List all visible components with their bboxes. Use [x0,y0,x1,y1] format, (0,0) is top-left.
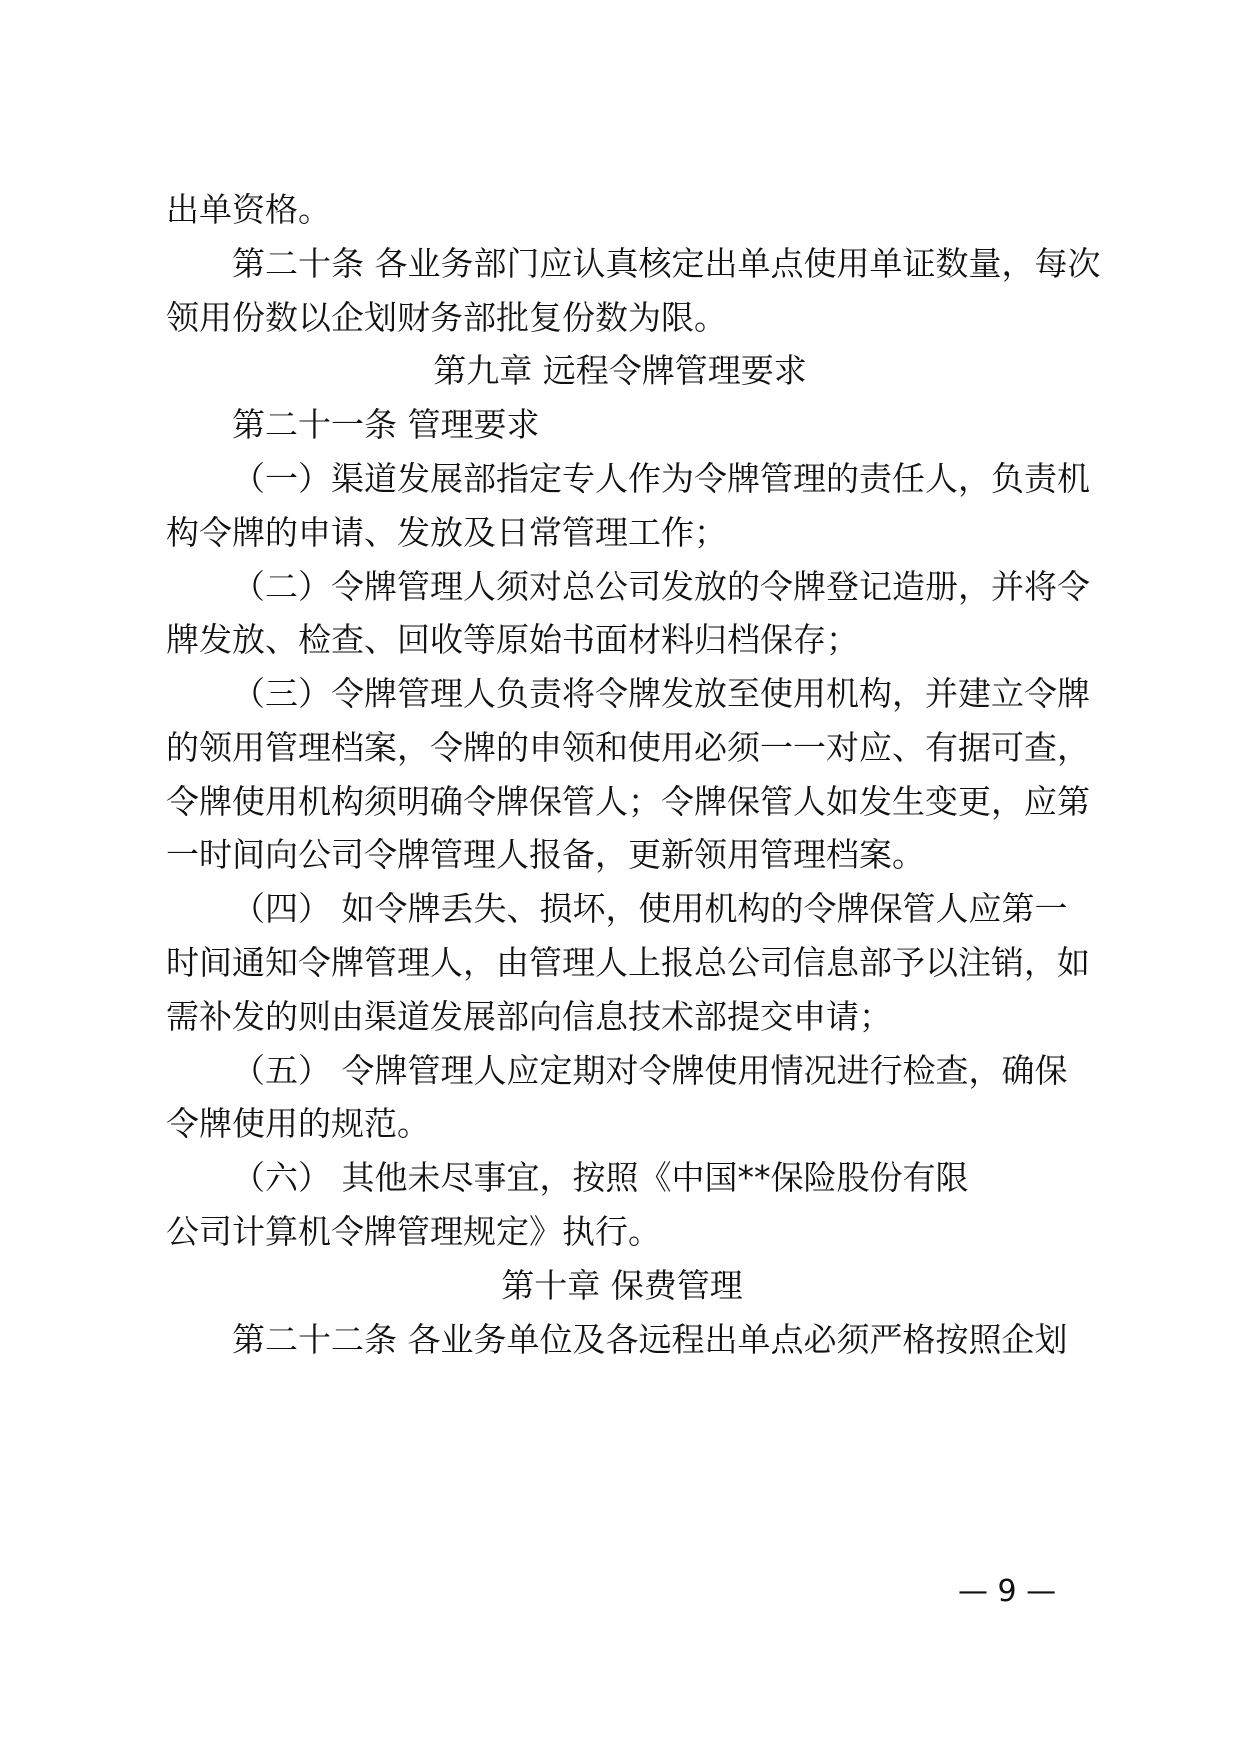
paragraph-line: 的领用管理档案，令牌的申领和使用必须一一对应、有据可查， [166,728,1090,767]
article-22-line: 第二十二条 各业务单位及各远程出单点必须严格按照企划 [232,1320,1068,1359]
article-21-heading: 第二十一条 管理要求 [232,405,540,444]
item-2-line: （二）令牌管理人须对总公司发放的令牌登记造册，并将令 [232,567,1090,606]
paragraph-line: 时间通知令牌管理人，由管理人上报总公司信息部予以注销，如 [166,943,1090,982]
paragraph-line: 令牌使用机构须明确令牌保管人；令牌保管人如发生变更，应第 [166,782,1090,821]
item-4-line: （四） 如令牌丢失、损坏，使用机构的令牌保管人应第一 [232,889,1068,928]
paragraph-line: 领用份数以企划财务部批复份数为限。 [166,298,727,337]
article-20-line: 第二十条 各业务部门应认真核定出单点使用单证数量，每次 [232,244,1101,283]
paragraph-line: 公司计算机令牌管理规定》执行。 [166,1212,661,1251]
page-number: — 9 — [958,1574,1057,1609]
paragraph-line: 牌发放、检查、回收等原始书面材料归档保存； [166,620,859,659]
paragraph-line: 构令牌的申请、发放及日常管理工作； [166,513,727,552]
paragraph-line: 一时间向公司令牌管理人报备，更新领用管理档案。 [166,835,925,874]
item-5-line: （五） 令牌管理人应定期对令牌使用情况进行检查，确保 [232,1051,1068,1090]
paragraph-line: 令牌使用的规范。 [166,1104,430,1143]
chapter-10-heading: 第十章 保费管理 [501,1266,743,1305]
item-1-line: （一）渠道发展部指定专人作为令牌管理的责任人，负责机 [232,459,1090,498]
chapter-9-heading: 第九章 远程令牌管理要求 [433,351,807,390]
paragraph-line: 需补发的则由渠道发展部向信息技术部提交申请； [166,997,892,1036]
item-3-line: （三）令牌管理人负责将令牌发放至使用机构，并建立令牌 [232,674,1090,713]
item-6-line: （六） 其他未尽事宜，按照《中国**保险股份有限 [232,1158,969,1197]
paragraph-line: 出单资格。 [166,190,331,229]
